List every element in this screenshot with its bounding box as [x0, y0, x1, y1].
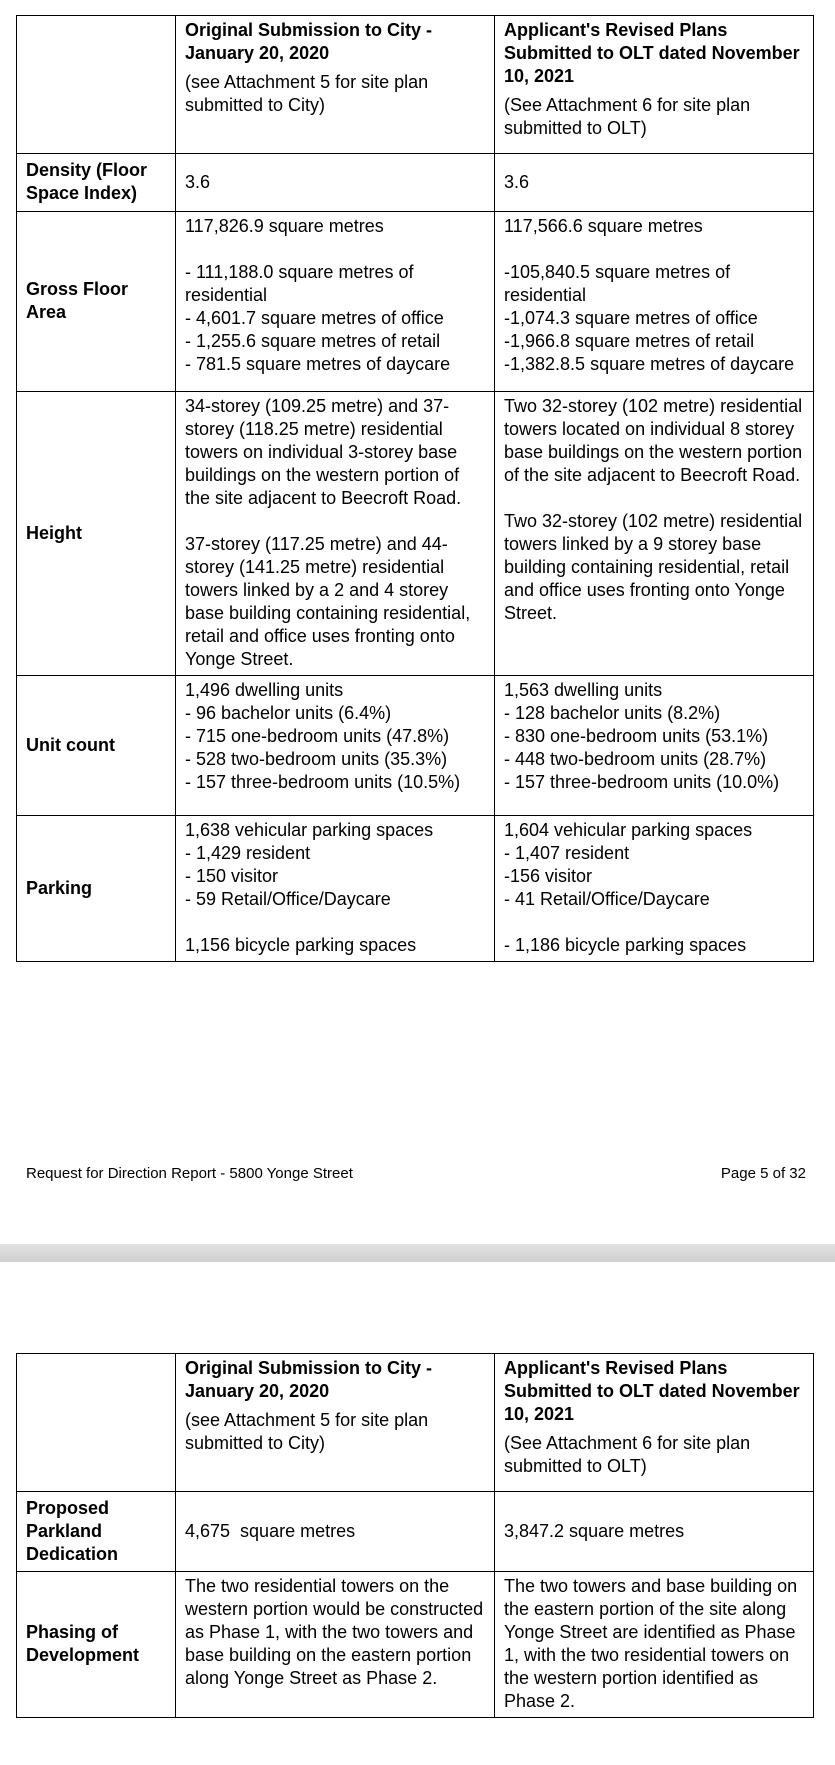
row-label-parking: Parking: [17, 816, 176, 962]
header-revised-cell: [495, 1354, 814, 1492]
parking-revised-line: - 1,407 resident: [504, 843, 630, 863]
footer-page-number: Page 5 of 32: [720, 1165, 806, 1182]
parkland-original: 4,675 square metres: [176, 1492, 495, 1572]
height-original-paragraph: 37-storey (117.25 metre) and 44-storey (141.25 metre) residential towers linked by a 2 and 4 storey base building containing residential, retail and office uses fronting onto Yonge Street.: [185, 534, 471, 669]
row-label-density: Density (Floor Space Index): [17, 154, 176, 212]
height-revised-paragraph: Two 32-storey (102 metre) residential towers located on individual 8 storey base buildings on the western portion of the site adjacent to Beecroft Road.: [504, 396, 803, 485]
units-revised-line: 1,563 dwelling units: [504, 680, 663, 700]
units-original-line: - 157 three-bedroom units (10.5%): [185, 772, 461, 792]
phasing-original: The two residential towers on the western portion would be constructed as Phase 1, with the two towers and base building on the eastern portion along Yonge Street as Phase 2.: [176, 1572, 495, 1718]
header-empty-cell: [17, 16, 176, 154]
page-divider: [0, 1244, 835, 1262]
header-revised-title: Applicant's Revised Plans Submitted to OLT dated November 10, 2021: [504, 20, 800, 86]
parking-revised-cell: [495, 816, 814, 962]
height-revised-cell: [495, 392, 814, 676]
header-original-title: Original Submission to City - January 20, 2020: [185, 20, 433, 63]
document-page-6: [0, 1262, 835, 1765]
footer-report-title: Request for Direction Report - 5800 Yonge Street: [26, 1165, 353, 1182]
gfa-revised-item: -1,382.8.5 square metres of daycare: [504, 354, 795, 374]
header-revised-note: (See Attachment 6 for site plan submitted to OLT): [504, 95, 751, 138]
table-header-row: [17, 16, 814, 154]
parking-original-cell: [176, 816, 495, 962]
table-row-phasing: [17, 1572, 814, 1718]
parking-original-line: - 59 Retail/Office/Daycare: [185, 889, 391, 909]
height-revised-paragraph: Two 32-storey (102 metre) residential towers linked by a 9 storey base building containing residential, retail and office uses fronting onto Yonge Street.: [504, 511, 803, 623]
row-label-phasing: Phasing of Development: [17, 1572, 176, 1718]
gfa-original-total: 117,826.9 square metres: [185, 216, 384, 236]
gfa-original-cell: [176, 212, 495, 392]
table-row-parkland: [17, 1492, 814, 1572]
header-revised-title: Applicant's Revised Plans Submitted to OLT dated November 10, 2021: [504, 1358, 800, 1424]
gfa-original-item: - 1,255.6 square metres of retail: [185, 331, 441, 351]
parking-revised-line: 1,604 vehicular parking spaces: [504, 820, 753, 840]
units-original-line: - 528 two-bedroom units (35.3%): [185, 749, 448, 769]
table-header-row: [17, 1354, 814, 1492]
parkland-revised: 3,847.2 square metres: [495, 1492, 814, 1572]
gfa-revised-item: -1,966.8 square metres of retail: [504, 331, 755, 351]
units-revised-line: - 157 three-bedroom units (10.0%): [504, 772, 780, 792]
height-original-cell: [176, 392, 495, 676]
gfa-revised-total: 117,566.6 square metres: [504, 216, 703, 236]
comparison-table-1: [16, 15, 814, 962]
parking-original-line: 1,638 vehicular parking spaces: [185, 820, 434, 840]
parking-revised-line: -156 visitor: [504, 866, 593, 886]
table-row-parking: [17, 816, 814, 962]
header-revised-cell: [495, 16, 814, 154]
phasing-revised: The two towers and base building on the eastern portion of the site along Yonge Street are identified as Phase 1, with the two residential towers on the western portion identified as Phase 2.: [495, 1572, 814, 1718]
units-original-line: - 715 one-bedroom units (47.8%): [185, 726, 450, 746]
row-label-height: Height: [17, 392, 176, 676]
header-original-title: Original Submission to City - January 20, 2020: [185, 1358, 433, 1401]
gfa-original-item: - 4,601.7 square metres of office: [185, 308, 444, 328]
units-original-line: 1,496 dwelling units: [185, 680, 344, 700]
gfa-original-item: - 781.5 square metres of daycare: [185, 354, 451, 374]
header-original-cell: [176, 16, 495, 154]
parking-revised-line: - 41 Retail/Office/Daycare: [504, 889, 710, 909]
units-revised-line: - 448 two-bedroom units (28.7%): [504, 749, 767, 769]
parking-original-line: - 150 visitor: [185, 866, 279, 886]
density-revised: 3.6: [495, 154, 814, 212]
units-revised-line: - 830 one-bedroom units (53.1%): [504, 726, 769, 746]
header-original-note: (see Attachment 5 for site plan submitted to City): [185, 72, 429, 115]
gfa-revised-cell: [495, 212, 814, 392]
units-original-cell: [176, 676, 495, 816]
header-empty-cell: [17, 1354, 176, 1492]
header-original-cell: [176, 1354, 495, 1492]
parking-revised-bike: - 1,186 bicycle parking spaces: [504, 935, 747, 955]
gfa-revised-item: -105,840.5 square metres of residential: [504, 262, 731, 305]
parking-original-line: - 1,429 resident: [185, 843, 311, 863]
units-original-line: - 96 bachelor units (6.4%): [185, 703, 392, 723]
table-row-gfa: [17, 212, 814, 392]
table-row-height: [17, 392, 814, 676]
comparison-table-2: [16, 1353, 814, 1718]
row-label-gfa: Gross Floor Area: [17, 212, 176, 392]
row-label-parkland: Proposed Parkland Dedication: [17, 1492, 176, 1572]
header-original-note: (see Attachment 5 for site plan submitted to City): [185, 1410, 429, 1453]
parking-original-bike: 1,156 bicycle parking spaces: [185, 935, 417, 955]
table-row-unit-count: [17, 676, 814, 816]
units-revised-line: - 128 bachelor units (8.2%): [504, 703, 721, 723]
gfa-original-item: - 111,188.0 square metres of residential: [185, 262, 414, 305]
header-revised-note: (See Attachment 6 for site plan submitted to OLT): [504, 1433, 751, 1476]
units-revised-cell: [495, 676, 814, 816]
density-original: 3.6: [176, 154, 495, 212]
row-label-unit-count: Unit count: [17, 676, 176, 816]
gfa-revised-item: -1,074.3 square metres of office: [504, 308, 758, 328]
table-row-density: [17, 154, 814, 212]
height-original-paragraph: 34-storey (109.25 metre) and 37-storey (118.25 metre) residential towers on individual 3-storey base buildings on the western portion of the site adjacent to Beecroft Road.: [185, 396, 462, 508]
